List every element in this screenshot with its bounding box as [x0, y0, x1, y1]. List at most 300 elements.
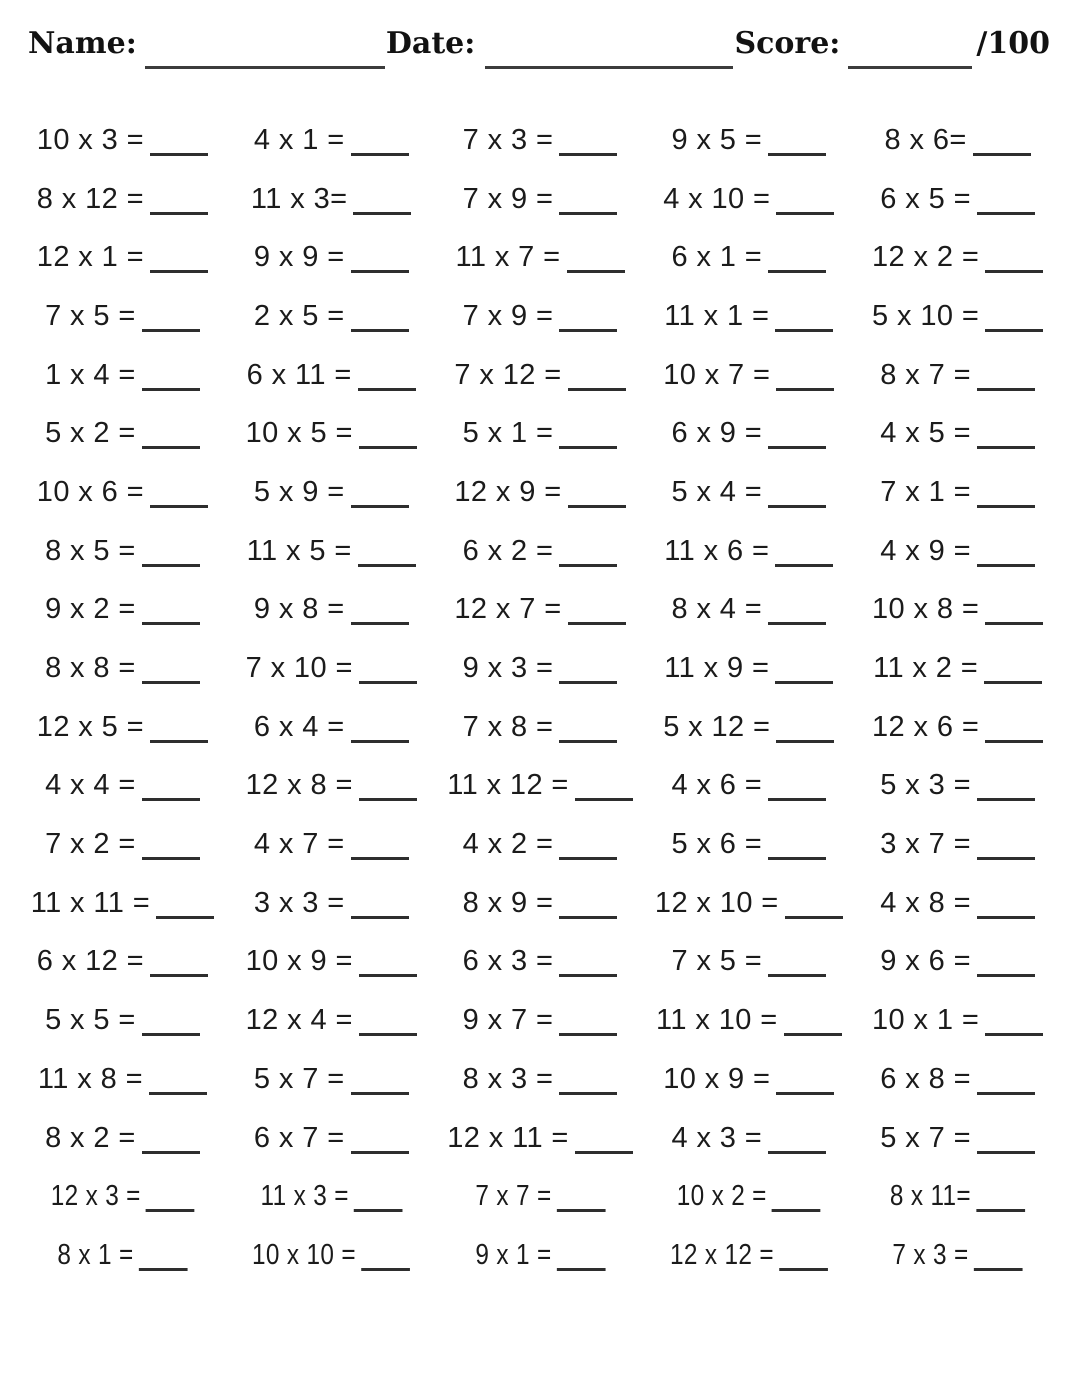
problem-expression: 6 x 9 = — [671, 417, 763, 450]
answer-blank — [567, 260, 625, 273]
problem-expression: 3 x 7 = — [880, 828, 971, 861]
problem-expression: 9 x 3 = — [462, 652, 554, 685]
problem-cell — [880, 417, 1035, 450]
problem-cell — [671, 417, 826, 450]
problem-cell — [45, 1122, 200, 1155]
problem-expression: 9 x 6 = — [880, 945, 971, 978]
problem-expression: 12 x 10 = — [654, 886, 779, 919]
problem-expression: 12 x 6 = — [871, 710, 980, 743]
problem-cell — [663, 1063, 834, 1096]
problem-cell — [45, 300, 200, 333]
answer-blank — [351, 906, 409, 919]
problem-expression: 7 x 9 = — [462, 182, 554, 215]
problem-cell — [884, 124, 1030, 157]
name-blank-line — [145, 35, 385, 69]
answer-blank — [150, 730, 208, 743]
problem-expression: 8 x 1 = — [57, 1238, 134, 1271]
problem-cell — [254, 476, 409, 509]
problem-expression: 8 x 4 = — [671, 593, 763, 626]
answer-blank — [775, 671, 833, 684]
problem-cell — [880, 183, 1035, 216]
answer-blank — [768, 612, 826, 625]
problem-expression: 2 x 5 = — [253, 299, 345, 332]
problem-expression: 8 x 11= — [890, 1180, 972, 1213]
problem-cell — [664, 300, 833, 333]
problem-expression: 7 x 3 = — [462, 123, 554, 156]
answer-blank — [351, 143, 409, 156]
problem-expression: 11 x 12 = — [447, 769, 569, 802]
problem-cell — [454, 359, 625, 392]
answer-blank — [142, 319, 200, 332]
problem-expression: 11 x 7 = — [455, 241, 561, 274]
answer-blank — [150, 495, 208, 508]
problem-expression: 11 x 2 = — [873, 652, 979, 685]
problem-cell — [664, 652, 833, 685]
problem-cell — [664, 535, 833, 568]
problem-expression: 9 x 9 = — [253, 241, 345, 274]
answer-blank — [559, 1082, 617, 1095]
problem-cell — [447, 769, 633, 802]
problem-cell — [454, 476, 625, 509]
answer-blank — [559, 730, 617, 743]
problem-expression: 11 x 1 = — [664, 299, 770, 332]
problem-expression: 7 x 3 = — [892, 1238, 969, 1271]
problem-expression: 4 x 9 = — [880, 534, 971, 567]
problem-cell — [880, 945, 1035, 978]
answer-blank — [351, 1082, 409, 1095]
answer-blank — [768, 436, 826, 449]
problem-cell — [246, 1004, 417, 1037]
problem-expression: 5 x 3 = — [880, 769, 971, 802]
answer-blank — [768, 495, 826, 508]
problem-cell — [671, 1122, 826, 1155]
problem-cell — [57, 1239, 187, 1272]
answer-blank — [150, 964, 208, 977]
problem-cell — [670, 1239, 828, 1272]
problem-cell — [254, 828, 409, 861]
answer-blank — [353, 1199, 402, 1212]
problem-cell — [671, 124, 826, 157]
date-field — [386, 26, 733, 61]
problem-expression: 8 x 8 = — [45, 652, 136, 685]
answer-blank — [142, 612, 200, 625]
answer-blank — [568, 612, 626, 625]
problem-expression: 11 x 3 = — [260, 1180, 349, 1213]
answer-blank — [973, 143, 1031, 156]
problem-cell — [251, 183, 412, 216]
problem-expression: 8 x 7 = — [880, 358, 971, 391]
answer-blank — [575, 788, 633, 801]
answer-blank — [768, 964, 826, 977]
problem-expression: 1 x 4 = — [45, 358, 136, 391]
answer-blank — [568, 495, 626, 508]
problem-expression: 9 x 5 = — [671, 123, 763, 156]
problem-cell — [872, 241, 1043, 274]
problem-expression: 7 x 12 = — [454, 358, 562, 391]
answer-blank — [784, 1023, 842, 1036]
problem-expression: 8 x 9 = — [462, 886, 554, 919]
answer-blank — [575, 1141, 633, 1154]
problem-expression: 7 x 5 = — [45, 299, 136, 332]
score-blank-line — [848, 35, 972, 69]
answer-blank — [139, 1258, 188, 1271]
problem-cell — [45, 828, 200, 861]
answer-blank — [358, 378, 416, 391]
problem-cell — [45, 417, 200, 450]
problem-cell — [663, 183, 834, 216]
problem-cell — [37, 183, 208, 216]
problem-expression: 9 x 1 = — [475, 1238, 552, 1271]
problem-expression: 9 x 2 = — [45, 593, 136, 626]
problem-expression: 4 x 8 = — [880, 886, 971, 919]
problem-expression: 12 x 7 = — [454, 593, 562, 626]
problem-cell — [254, 124, 409, 157]
problem-cell — [246, 769, 417, 802]
answer-blank — [351, 260, 409, 273]
problem-cell — [45, 1004, 200, 1037]
problem-cell — [463, 652, 618, 685]
answer-blank — [776, 1082, 834, 1095]
problem-cell — [37, 945, 208, 978]
answer-blank — [974, 1258, 1023, 1271]
problem-cell — [45, 593, 200, 626]
problem-expression: 11 x 10 = — [656, 1004, 778, 1037]
problem-expression: 4 x 2 = — [462, 828, 554, 861]
problem-expression: 3 x 3 = — [253, 886, 345, 919]
problem-cell — [671, 241, 826, 274]
date-blank-line — [485, 35, 733, 69]
problem-cell — [475, 1180, 605, 1213]
answer-blank — [146, 1199, 195, 1212]
problem-expression: 11 x 6 = — [664, 534, 770, 567]
problem-cell — [447, 1122, 633, 1155]
problem-expression: 12 x 5 = — [36, 710, 144, 743]
problem-expression: 4 x 6 = — [671, 769, 763, 802]
problem-cell — [890, 1180, 1025, 1213]
problem-expression: 5 x 10 = — [871, 299, 980, 332]
problem-expression: 4 x 10 = — [663, 182, 771, 215]
problem-cell — [246, 652, 417, 685]
problem-expression: 6 x 8 = — [880, 1062, 971, 1095]
problem-expression: 5 x 7 = — [880, 1121, 971, 1154]
answer-blank — [142, 788, 200, 801]
answer-blank — [985, 260, 1043, 273]
answer-blank — [977, 1141, 1035, 1154]
problem-cell — [463, 124, 618, 157]
problem-cell — [872, 300, 1043, 333]
answer-blank — [779, 1258, 828, 1271]
answer-blank — [977, 202, 1035, 215]
problem-cell — [893, 1239, 1023, 1272]
answer-blank — [977, 378, 1035, 391]
answer-blank — [351, 847, 409, 860]
problem-expression: 9 x 8 = — [253, 593, 345, 626]
problem-expression: 6 x 7 = — [253, 1121, 345, 1154]
answer-blank — [559, 964, 617, 977]
problem-expression: 10 x 1 = — [871, 1004, 980, 1037]
problem-expression: 8 x 2 = — [45, 1121, 136, 1154]
answer-blank — [985, 612, 1043, 625]
problem-expression: 6 x 3 = — [462, 945, 554, 978]
answer-blank — [977, 964, 1035, 977]
problem-cell — [454, 593, 625, 626]
answer-blank — [149, 1082, 207, 1095]
problem-cell — [254, 241, 409, 274]
answer-blank — [768, 260, 826, 273]
problem-expression: 8 x 3 = — [462, 1062, 554, 1095]
answer-blank — [985, 1023, 1043, 1036]
problem-cell — [254, 300, 409, 333]
problem-expression: 12 x 3 = — [50, 1180, 141, 1213]
problem-expression: 12 x 1 = — [36, 241, 144, 274]
problem-cell — [663, 359, 834, 392]
problem-cell — [463, 1063, 618, 1096]
problem-expression: 11 x 5 = — [246, 534, 352, 567]
problem-expression: 11 x 8 = — [37, 1062, 143, 1095]
problem-expression: 7 x 2 = — [45, 828, 136, 861]
answer-blank — [559, 143, 617, 156]
answer-blank — [142, 554, 200, 567]
problem-cell — [37, 476, 208, 509]
problem-cell — [254, 1122, 409, 1155]
problem-expression: 12 x 4 = — [245, 1004, 353, 1037]
answer-blank — [359, 1023, 417, 1036]
problem-cell — [663, 711, 834, 744]
problem-cell — [37, 124, 208, 157]
answer-blank — [559, 554, 617, 567]
problem-cell — [254, 593, 409, 626]
problem-expression: 7 x 8 = — [462, 710, 554, 743]
problem-cell — [880, 828, 1035, 861]
problem-expression: 10 x 2 = — [676, 1180, 767, 1213]
answer-blank — [559, 319, 617, 332]
answer-blank — [776, 730, 834, 743]
problem-cell — [463, 828, 618, 861]
problem-expression: 10 x 6 = — [36, 475, 144, 508]
problem-expression: 7 x 1 = — [880, 475, 971, 508]
answer-blank — [359, 788, 417, 801]
problem-cell — [38, 1063, 207, 1096]
problem-expression: 5 x 4 = — [671, 475, 763, 508]
answer-blank — [559, 1023, 617, 1036]
answer-blank — [559, 906, 617, 919]
problem-cell — [246, 945, 417, 978]
answer-blank — [984, 671, 1042, 684]
problem-cell — [463, 535, 618, 568]
problem-cell — [880, 476, 1035, 509]
answer-blank — [559, 847, 617, 860]
problem-cell — [246, 417, 417, 450]
problem-cell — [677, 1180, 821, 1213]
answer-blank — [559, 202, 617, 215]
problem-cell — [45, 359, 200, 392]
problem-cell — [463, 945, 618, 978]
problem-expression: 5 x 6 = — [671, 828, 763, 861]
problem-expression: 6 x 1 = — [671, 241, 763, 274]
answer-blank — [776, 202, 834, 215]
problem-cell — [475, 1239, 605, 1272]
problem-cell — [37, 711, 208, 744]
answer-blank — [142, 378, 200, 391]
problem-cell — [880, 359, 1035, 392]
answer-blank — [559, 436, 617, 449]
problem-expression: 12 x 2 = — [871, 241, 980, 274]
problem-cell — [254, 711, 409, 744]
answer-blank — [359, 671, 417, 684]
problem-cell — [671, 476, 826, 509]
answer-blank — [351, 730, 409, 743]
problem-expression: 12 x 8 = — [245, 769, 353, 802]
problem-cell — [872, 1004, 1043, 1037]
problem-expression: 10 x 10 = — [252, 1238, 357, 1271]
answer-blank — [977, 1082, 1035, 1095]
answer-blank — [772, 1199, 821, 1212]
answer-blank — [556, 1258, 605, 1271]
problem-expression: 9 x 7 = — [462, 1004, 554, 1037]
problem-expression: 6 x 4 = — [253, 710, 345, 743]
problem-cell — [247, 535, 416, 568]
problem-expression: 6 x 2 = — [462, 534, 554, 567]
answer-blank — [142, 436, 200, 449]
answer-blank — [359, 964, 417, 977]
answer-blank — [150, 202, 208, 215]
answer-blank — [768, 847, 826, 860]
score-label: Score: — [734, 26, 841, 61]
answer-blank — [768, 788, 826, 801]
problem-cell — [656, 1004, 842, 1037]
date-label: Date: — [385, 26, 476, 61]
problem-expression: 7 x 7 = — [475, 1180, 552, 1213]
problem-expression: 6 x 12 = — [36, 945, 144, 978]
answer-blank — [768, 1141, 826, 1154]
problem-cell — [671, 828, 826, 861]
answer-blank — [775, 554, 833, 567]
answer-blank — [351, 319, 409, 332]
problems-grid — [18, 111, 1062, 1285]
problem-expression: 10 x 5 = — [245, 417, 353, 450]
answer-blank — [142, 847, 200, 860]
problem-cell — [260, 1180, 402, 1213]
answer-blank — [768, 143, 826, 156]
problem-cell — [254, 887, 409, 920]
problem-cell — [872, 711, 1043, 744]
problem-expression: 7 x 9 = — [462, 299, 554, 332]
problem-expression: 4 x 3 = — [671, 1121, 763, 1154]
problem-cell — [455, 241, 624, 274]
problem-cell — [463, 887, 618, 920]
answer-blank — [142, 671, 200, 684]
answer-blank — [353, 202, 411, 215]
answer-blank — [358, 554, 416, 567]
answer-blank — [977, 788, 1035, 801]
answer-blank — [142, 1141, 200, 1154]
name-label: Name: — [28, 26, 137, 61]
score-field — [734, 26, 1050, 61]
problem-expression: 5 x 12 = — [663, 710, 771, 743]
answer-blank — [977, 436, 1035, 449]
problem-cell — [880, 887, 1035, 920]
problem-expression: 6 x 11 = — [246, 358, 352, 391]
problem-expression: 11 x 3= — [250, 182, 348, 215]
problem-expression: 5 x 9 = — [253, 475, 345, 508]
problem-cell — [463, 1004, 618, 1037]
answer-blank — [568, 378, 626, 391]
problem-cell — [254, 1063, 409, 1096]
problem-cell — [880, 769, 1035, 802]
problem-cell — [880, 535, 1035, 568]
problem-expression: 10 x 3 = — [36, 123, 144, 156]
answer-blank — [985, 319, 1043, 332]
problem-cell — [252, 1239, 410, 1272]
problem-expression: 10 x 9 = — [245, 945, 353, 978]
answer-blank — [351, 495, 409, 508]
answer-blank — [142, 1023, 200, 1036]
problem-expression: 5 x 1 = — [462, 417, 554, 450]
problem-cell — [873, 652, 1042, 685]
problem-expression: 10 x 9 = — [663, 1062, 771, 1095]
problem-cell — [247, 359, 416, 392]
answer-blank — [985, 730, 1043, 743]
problem-expression: 8 x 5 = — [45, 534, 136, 567]
answer-blank — [785, 906, 843, 919]
answer-blank — [351, 612, 409, 625]
problem-expression: 4 x 4 = — [45, 769, 136, 802]
problem-expression: 5 x 2 = — [45, 417, 136, 450]
problem-expression: 12 x 11 = — [447, 1121, 569, 1154]
answer-blank — [150, 143, 208, 156]
problem-cell — [45, 652, 200, 685]
answer-blank — [361, 1258, 410, 1271]
answer-blank — [156, 906, 214, 919]
problem-cell — [463, 711, 618, 744]
problem-cell — [671, 945, 826, 978]
problem-cell — [880, 1122, 1035, 1155]
problem-cell — [45, 535, 200, 568]
problem-expression: 11 x 9 = — [664, 652, 770, 685]
problem-cell — [463, 417, 618, 450]
problem-expression: 5 x 5 = — [45, 1004, 136, 1037]
problem-expression: 8 x 12 = — [36, 182, 144, 215]
problem-expression: 5 x 7 = — [253, 1062, 345, 1095]
problem-expression: 11 x 11 = — [30, 886, 151, 919]
problem-expression: 10 x 8 = — [871, 593, 980, 626]
problem-expression: 10 x 7 = — [663, 358, 771, 391]
answer-blank — [977, 847, 1035, 860]
answer-blank — [977, 906, 1035, 919]
problem-cell — [37, 241, 208, 274]
problem-cell — [872, 593, 1043, 626]
header — [0, 0, 1080, 61]
answer-blank — [976, 1199, 1025, 1212]
problem-cell — [671, 769, 826, 802]
answer-blank — [776, 378, 834, 391]
problem-cell — [463, 300, 618, 333]
problem-expression: 7 x 10 = — [245, 652, 353, 685]
answer-blank — [977, 495, 1035, 508]
problem-cell — [45, 769, 200, 802]
problem-expression: 4 x 7 = — [253, 828, 345, 861]
answer-blank — [977, 554, 1035, 567]
answer-blank — [559, 671, 617, 684]
problem-expression: 12 x 12 = — [669, 1238, 774, 1271]
answer-blank — [351, 1141, 409, 1154]
problem-cell — [50, 1180, 194, 1213]
problem-cell — [671, 593, 826, 626]
problem-expression: 4 x 5 = — [880, 417, 971, 450]
problem-expression: 8 x 6= — [884, 123, 967, 156]
problem-expression: 12 x 9 = — [454, 475, 562, 508]
answer-blank — [556, 1199, 605, 1212]
